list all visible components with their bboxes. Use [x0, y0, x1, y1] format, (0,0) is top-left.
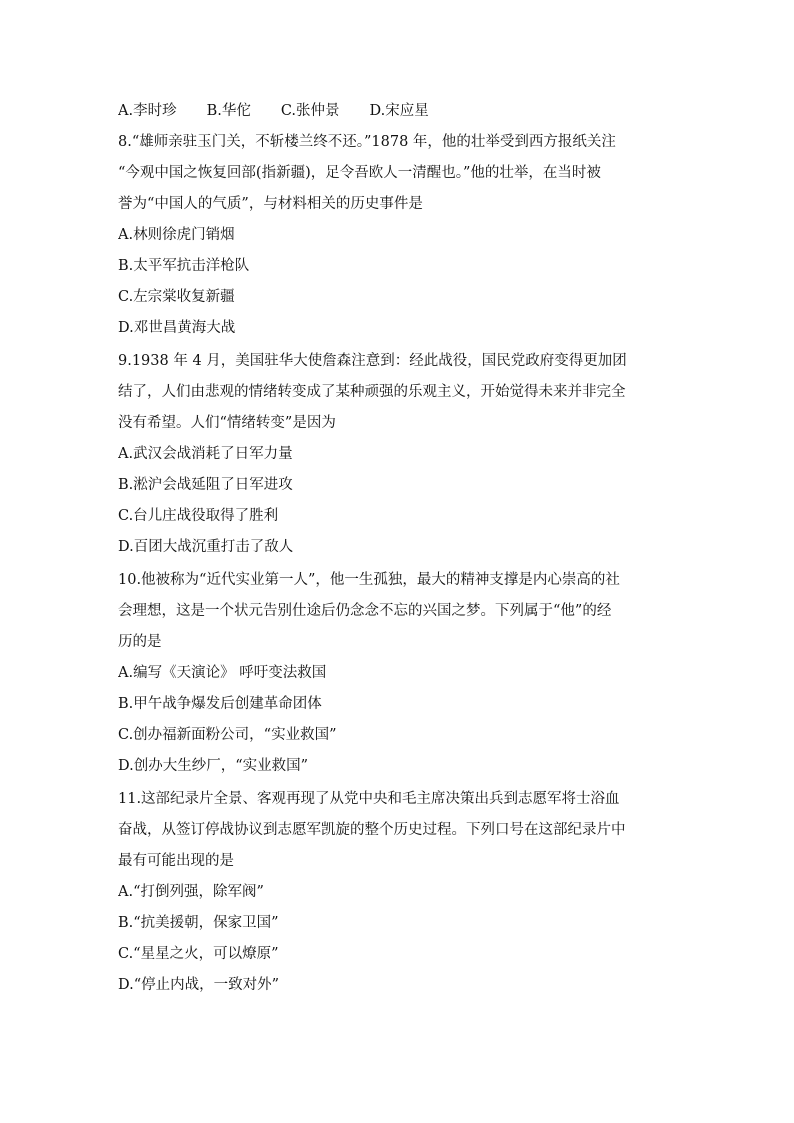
q7-options: [118, 101, 678, 121]
q7-option-d: D.宋应星: [369, 103, 429, 119]
q11-option-b: B.“抗美援朝，保家卫国”: [118, 915, 279, 931]
q10-option-b: B.甲午战争爆发后创建革命团体: [118, 696, 322, 712]
q8-option-a: A.林则徐虎门销烟: [118, 227, 235, 243]
q11-option-d: D.“停止内战，一致对外”: [118, 977, 280, 993]
q9-option-c: C.台儿庄战役取得了胜利: [118, 508, 279, 524]
q11-stem-line-3: 最有可能出现的是: [118, 853, 234, 869]
q9-option-a: A.武汉会战消耗了日军力量: [118, 446, 293, 462]
q8-option-d: D.邓世昌黄海大战: [118, 320, 236, 336]
q10-stem-line-2: 会理想，这是一个状元告别仕途后仍念念不忘的兴国之梦。下列属于“他”的经: [118, 603, 612, 619]
q7-option-b: B.华佗: [206, 103, 251, 119]
q11-option-c: C.“星星之火，可以燎原”: [118, 946, 279, 962]
q8-stem-line-1: 8.“雄师亲驻玉门关，不斩楼兰终不还。”1878 年，他的壮举受到西方报纸关注: [118, 134, 616, 150]
q9-option-d: D.百团大战沉重打击了敌人: [118, 539, 294, 555]
q7-option-c: C.张仲景: [280, 103, 340, 119]
q8-stem-line-3: 誉为“中国人的气质”，与材料相关的历史事件是: [118, 196, 423, 212]
q11-option-a: A.“打倒列强，除军阀”: [118, 884, 264, 900]
q10-stem-line-1: 10.他被称为“近代实业第一人”，他一生孤独，最大的精神支撑是内心崇高的社: [118, 572, 620, 588]
q10-option-a: A.编写《天演论》 呼吁变法救国: [118, 665, 327, 681]
q8-option-c: C.左宗棠收复新疆: [118, 289, 235, 305]
q7-option-a: A.李时珍: [118, 103, 177, 119]
q11-stem-line-1: 11.这部纪录片全景、客观再现了从党中央和毛主席决策出兵到志愿军将士浴血: [118, 791, 620, 807]
q11-stem-line-2: 奋战，从签订停战协议到志愿军凯旋的整个历史过程。下列口号在这部纪录片中: [118, 822, 626, 838]
q9-stem-line-2: 结了，人们由悲观的情绪转变成了某种顽强的乐观主义，开始觉得未来并非完全: [118, 384, 626, 400]
q10-option-c: C.创办福新面粉公司，“实业救国”: [118, 727, 337, 743]
q9-option-b: B.淞沪会战延阻了日军进攻: [118, 477, 293, 493]
q9-stem-line-3: 没有希望。人们“情绪转变”是因为: [118, 415, 336, 431]
q10-stem-line-3: 历的是: [118, 634, 162, 650]
q8-stem-line-2: “今观中国之恢复回部(指新疆)，足令吾欧人一清醒也。”他的壮举，在当时被: [118, 165, 601, 181]
q10-option-d: D.创办大生纱厂，“实业救国”: [118, 758, 309, 774]
q8-option-b: B.太平军抗击洋枪队: [118, 258, 250, 274]
q9-stem-line-1: 9.1938 年 4 月，美国驻华大使詹森注意到：经此战役，国民党政府变得更加团: [118, 353, 627, 369]
